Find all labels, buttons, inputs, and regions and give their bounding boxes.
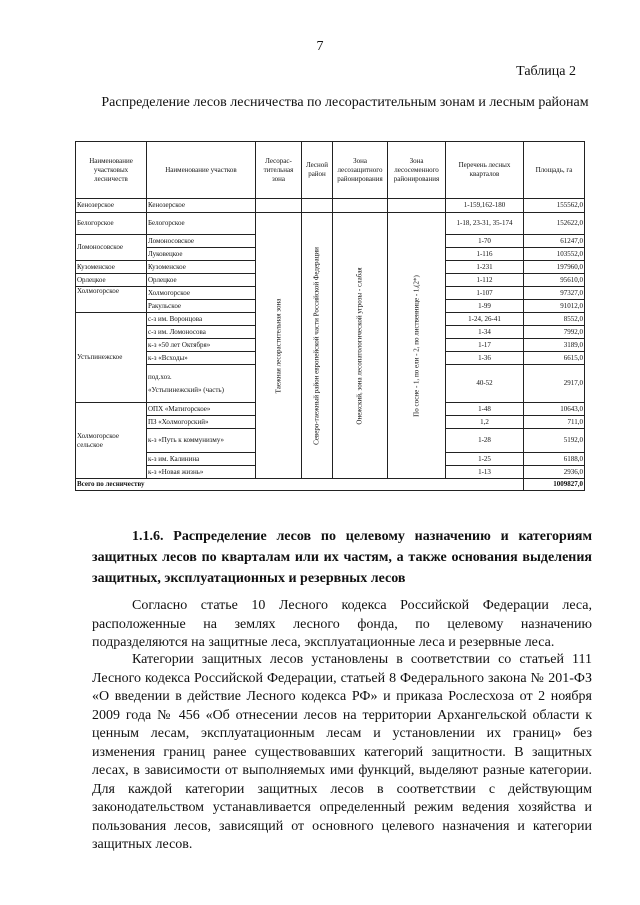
seed-zone-text: По сосне - 1, по ели - 2, по лиственнице - 1,(2*) <box>412 274 420 417</box>
area-cell: 152622,0 <box>524 213 585 235</box>
area-cell: 5192,0 <box>524 429 585 453</box>
table-row <box>76 199 585 213</box>
header-site: Наименование участков <box>147 142 256 199</box>
area-cell: 103552,0 <box>524 248 585 261</box>
forestry-cell: Ломоносовское <box>76 235 147 261</box>
site-cell: ОПХ «Матигорское» <box>147 403 256 416</box>
quarters-cell: 1-116 <box>446 248 524 261</box>
area-cell: 155562,0 <box>524 199 585 213</box>
forestry-cell: Устьпинежское <box>76 313 147 403</box>
area-cell: 6188,0 <box>524 453 585 466</box>
table-row <box>76 213 585 235</box>
site-line-1: под.хоз. <box>148 372 172 381</box>
region-text: Северо-таежный район европейской части Российской Федерации <box>312 246 321 445</box>
quarters-cell: 1-28 <box>446 429 524 453</box>
zone-text: Таежная лесорастительная зона <box>274 298 282 393</box>
forestry-cell: Белогорское <box>76 213 147 235</box>
protection-zone-text: Онежский, зона лесопатологической угрозы - слабая <box>355 266 364 425</box>
site-cell: Кузоменское <box>147 261 256 274</box>
quarters-cell: 1-231 <box>446 261 524 274</box>
site-cell: к-з «Путь к коммунизму» <box>147 429 256 453</box>
quarters-cell: 1-112 <box>446 274 524 287</box>
header-zone: Лесорас-тительная зона <box>256 142 302 199</box>
area-cell: 8552,0 <box>524 313 585 326</box>
seed-zone-cell <box>388 213 446 479</box>
header-area: Площадь, га <box>524 142 585 199</box>
quarters-cell: 1-70 <box>446 235 524 248</box>
site-cell: Ломоносовское <box>147 235 256 248</box>
paragraph-2: Категории защитных лесов установлены в соответствии со статьей 111 Лесного кодекса Российской Федерации, статьей 8 Федерального закона № 201-ФЗ «О введении в действие Лесного кодекса РФ» и приказа Рослесхоза от 2 ноября 2009 года № 456 «Об отнесении лесов на территории Архангельской области к ценным лесам, эксплуатационным лесам и установлении их границ» без изменения границ ранее существовавших категорий защитности. В защитных лесах, в зависимости от выполняемых ими функций, выделяют разные категории. Для каждой категории защитных лесов в соответствии с действующим законодательством устанавливается определенный режим ведения хозяйства и пользования лесов, зависящий от основного целевого назначения и категории защитных лесов. <box>92 652 592 852</box>
protection-zone-cell <box>333 213 388 479</box>
quarters-cell: 1-18, 23-31, 35-174 <box>446 213 524 235</box>
header-seed-zone: Зона лесосеменного районирования <box>388 142 446 199</box>
forestry-cell: Орлецкое <box>76 274 147 287</box>
paragraph-1: Согласно статье 10 Лесного кодекса Российской Федерации леса, расположенные на землях лесного фонда, по целевому назначению подразделяются на защитные леса, эксплуатационные леса и резервные леса. <box>92 598 592 650</box>
site-cell: с-з им. Ломоносова <box>147 326 256 339</box>
section-heading: 1.1.6. Распределение лесов по целевому назначению и категориям защитных лесов по кварталам или их частям, а также основания выделения защитных, эксплуатационных и резервных лесов <box>92 529 592 586</box>
site-cell: Холмогорское <box>147 287 256 300</box>
site-line-2: «Устьпинежский» (часть) <box>148 385 224 394</box>
quarters-cell: 1-36 <box>446 352 524 365</box>
quarters-cell: 40-52 <box>446 365 524 403</box>
site-cell: к-з «Новая жизнь» <box>147 466 256 479</box>
forestry-cell: Холмогорское <box>76 287 147 313</box>
area-cell: 2917,0 <box>524 365 585 403</box>
table-label: Таблица 2 <box>516 64 576 79</box>
quarters-cell: 1-17 <box>446 339 524 352</box>
area-cell: 6615,0 <box>524 352 585 365</box>
forestry-cell: Кенозерское <box>76 199 147 213</box>
header-protection-zone: Зона лесозащитного районирования <box>333 142 388 199</box>
region-cell <box>302 213 333 479</box>
site-cell: Орлецкое <box>147 274 256 287</box>
site-cell: Луковецкое <box>147 248 256 261</box>
total-label: Всего по лесничеству <box>76 479 524 491</box>
total-area: 1009827,0 <box>524 479 585 491</box>
quarters-cell: 1-24, 26-41 <box>446 313 524 326</box>
quarters-cell: 1-159,162-180 <box>446 199 524 213</box>
site-cell: к-з им. Калинина <box>147 453 256 466</box>
site-cell: ПЗ «Холмогорский» <box>147 416 256 429</box>
quarters-cell: 1-107 <box>446 287 524 300</box>
header-region: Лесной район <box>302 142 333 199</box>
area-cell: 2936,0 <box>524 466 585 479</box>
forest-distribution-table <box>75 141 585 491</box>
page-number: 7 <box>316 39 324 54</box>
header-forestry: Наименование участковых лесничеств <box>76 142 147 199</box>
area-cell: 3189,0 <box>524 339 585 352</box>
quarters-cell: 1-48 <box>446 403 524 416</box>
area-cell: 197960,0 <box>524 261 585 274</box>
quarters-cell: 1-13 <box>446 466 524 479</box>
area-cell: 10643,0 <box>524 403 585 416</box>
site-cell <box>147 365 256 403</box>
forestry-cell: Кузоменское <box>76 261 147 274</box>
area-cell: 97327,0 <box>524 287 585 300</box>
area-cell: 7992,0 <box>524 326 585 339</box>
area-cell: 91012,0 <box>524 300 585 313</box>
quarters-cell: 1-34 <box>446 326 524 339</box>
site-cell: Ракульское <box>147 300 256 313</box>
quarters-cell: 1-99 <box>446 300 524 313</box>
area-cell: 711,0 <box>524 416 585 429</box>
site-cell: к-з «50 лет Октября» <box>147 339 256 352</box>
area-cell: 95610,0 <box>524 274 585 287</box>
quarters-cell: 1,2 <box>446 416 524 429</box>
total-row <box>76 479 585 491</box>
site-cell: Белогорское <box>147 213 256 235</box>
site-cell: с-з им. Воронцова <box>147 313 256 326</box>
quarters-cell: 1-25 <box>446 453 524 466</box>
table-title: Распределение лесов лесничества по лесорастительным зонам и лесным районам <box>101 95 589 110</box>
area-cell: 61247,0 <box>524 235 585 248</box>
site-cell: к-з «Всходы» <box>147 352 256 365</box>
site-cell: Кенозерское <box>147 199 256 213</box>
forestry-cell: Холмогорское сельское <box>76 403 147 479</box>
header-quarters: Перечень лесных кварталов <box>446 142 524 199</box>
zone-cell <box>256 213 302 479</box>
